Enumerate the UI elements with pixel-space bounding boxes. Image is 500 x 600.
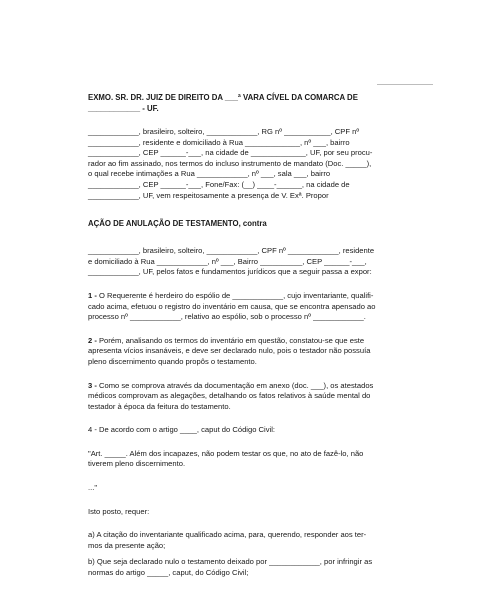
item-4: 4 - De acordo com o artigo ____, caput do Código Civil: [88,425,275,435]
header-rule [377,84,433,85]
isto-posto: Isto posto, requer: [88,506,150,516]
item-1-line: cado acima, efetuou o registro do inventário em causa, que se encontra apensado ao [88,301,376,311]
item-2-number: 2 - [88,335,97,345]
request-b [88,557,410,578]
intro-line: ____________, brasileiro, solteiro, ____________, RG nº ___________, CPF nº [88,127,360,136]
item-3-line: testador à época da feitura do testamento. [88,401,231,411]
item-3 [88,381,410,413]
header-title-line-2: ____________ - UF. [88,104,159,113]
request-a [88,530,410,551]
intro-line: o qual recebe intimações a Rua ____________, nº ___, sala ___, bairro [88,169,331,179]
header-title-line-1: EXMO. SR. DR. JUIZ DE DIREITO DA ___ª VARA CÍVEL DA COMARCA DE [88,93,358,102]
defendant-qualification [88,246,410,278]
item-3-text: Como se comprova através da documentação em anexo (doc. ___), os atestados [96,380,374,390]
request-a-line: a) A citação do inventariante qualificado acima, para, querendo, responder aos ter- [88,530,367,540]
action-title: AÇÃO DE ANULAÇÃO DE TESTAMENTO, contra [88,219,267,229]
quote-line: tiverem pleno discernimento. [88,459,186,469]
intro-line: ____________, CEP ______-___, Fone/Fax: (__) ____-______, na cidade de [88,179,350,189]
item-1-number: 1 - [88,290,97,300]
intro-line: ____________, residente e domiciliado à Rua _____________, nº ___, bairro [88,137,350,147]
item-3-number: 3 - [88,380,97,390]
defendant-line: ____________, UF, pelos fatos e fundamentos jurídicos que a seguir passa a expor: [88,267,372,277]
intro-line: rador ao fim assinado, nos termos do incluso instrumento de mandato (Doc. _____), [88,158,372,168]
item-1-text: O Requerente é herdeiro do espólio de ____________, cujo inventariante, qualifi- [96,290,374,300]
item-2 [88,336,410,368]
item-2-line: pleno discernimento quando propôs o testamento. [88,356,257,366]
item-1-line: processo nº ____________, relativo ao espólio, sob o processo nº ____________. [88,312,366,322]
item-3-line: médicos comprovam as alegações, detalhando os fatos relativos à saúde mental do [88,391,371,401]
quote-end: ..." [88,483,98,493]
item-2-text: Porém, analisando os termos do inventário em questão, constatou-se que este [96,335,365,345]
request-b-line: b) Que seja declarado nulo o testamento deixado por ____________, por infringir as [88,557,373,567]
request-a-line: mos da presente ação; [88,540,166,550]
legal-quote [88,449,410,470]
request-b-line: normas do artigo _____, caput, do Código Civil; [88,568,249,578]
document-body [88,92,410,579]
intro-line: ____________, CEP ______-___, na cidade de _____________, UF, por seu procu- [88,148,373,158]
item-1 [88,291,410,323]
intro-line: ____________, UF, vem respeitosamente a presença de V. Exª. Propor [88,190,329,200]
plaintiff-qualification [88,127,410,201]
quote-line: "Art. _____. Além dos incapazes, não podem testar os que, no ato de fazê-lo, não [88,448,364,458]
defendant-line: e domiciliado à Rua ____________, nº ___, Bairro __________, CEP ______-___, [88,256,367,266]
defendant-line: ____________, brasileiro, solteiro, ____________, CPF nº ____________, residente [88,246,375,256]
item-2-line: apresenta vícios insanáveis, e deve ser declarado nulo, pois o testador não possuía [88,346,371,356]
